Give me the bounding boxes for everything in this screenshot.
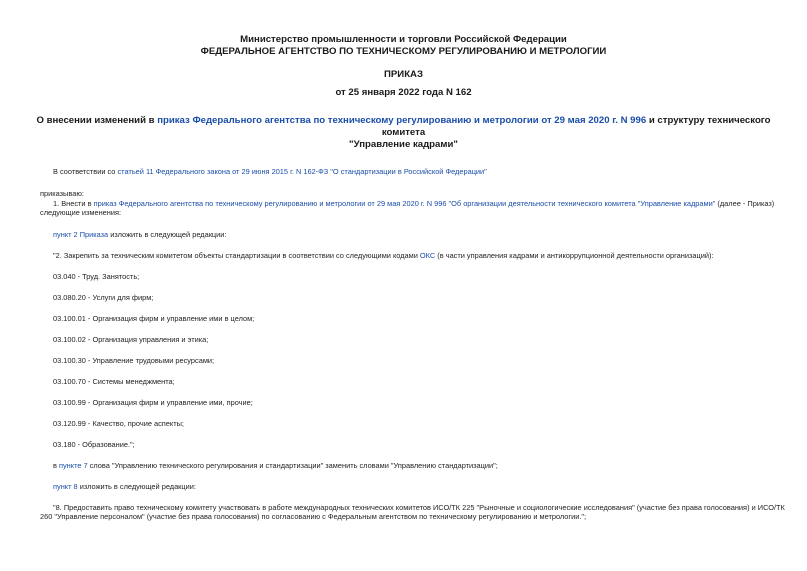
code-item: 03.180 - Образование."; bbox=[53, 440, 135, 449]
title-suffix: и структуру технического комитета bbox=[381, 115, 771, 138]
basis-prefix: В соответствии со bbox=[53, 167, 118, 176]
title-prefix: О внесении изменений в bbox=[36, 115, 158, 126]
paragraph-assign bbox=[53, 251, 713, 260]
code-item: 03.100.30 - Управление трудовыми ресурсами; bbox=[53, 356, 215, 365]
code-item: 03.100.70 - Системы менеджмента; bbox=[53, 377, 175, 386]
code-item: 03.100.01 - Организация фирм и управление ими в целом; bbox=[53, 314, 255, 323]
document-type: ПРИКАЗ bbox=[384, 69, 423, 80]
paragraph-order: приказываю: bbox=[40, 189, 84, 198]
paragraph-international-cont: 260 "Управление персоналом" (участие без права голосования) по согласованию с Федеральным агентством по техническому регулированию и метрологии."; bbox=[40, 512, 587, 521]
item1-prefix: 1. Внести в bbox=[53, 199, 94, 208]
assign-prefix: "2. Закрепить за техническим комитетом объекты стандартизации в соответствии со следующими кодами bbox=[53, 251, 420, 260]
document-title bbox=[30, 115, 777, 151]
title-order-link[interactable]: приказ Федерального агентства по техническому регулированию и метрологии от 29 мая 2020 г. N 996 bbox=[157, 115, 647, 126]
code-item: 03.080.20 - Услуги для фирм; bbox=[53, 293, 154, 302]
oks-link[interactable]: ОКС bbox=[419, 251, 436, 260]
paragraph-point-8 bbox=[53, 482, 196, 491]
order-996-link[interactable]: приказ Федерального агентства по техническому регулированию и метрологии от 29 мая 2020 г. N 996 "Об организации деятельности технического комитета "Управление кадрами" bbox=[93, 199, 716, 208]
code-item: 03.100.02 - Организация управления и этика; bbox=[53, 335, 209, 344]
code-item: 03.040 - Труд. Занятость; bbox=[53, 272, 140, 281]
paragraph-international: "8. Предоставить право техническому комитету участвовать в работе международных технических комитетов ИСО/ТК 225 "Рыночные и социологические исследования" (участие без права голосования) и ИСО/ТК bbox=[53, 503, 785, 512]
paragraph-item-2 bbox=[53, 230, 226, 239]
paragraph-item-1-cont: следующие изменения: bbox=[40, 208, 122, 217]
federal-law-link[interactable]: статьей 11 Федерального закона от 29 июня 2015 г. N 162-ФЗ "О стандартизации в Российской Федерации" bbox=[117, 167, 487, 176]
document-date-number: от 25 января 2022 года N 162 bbox=[335, 87, 472, 98]
paragraph-point-7 bbox=[53, 461, 498, 470]
point7-prefix: в bbox=[53, 461, 59, 470]
code-item: 03.100.99 - Организация фирм и управление ими, прочие; bbox=[53, 398, 253, 407]
assign-suffix: (в части управления кадрами и антикоррупционной деятельности организаций): bbox=[435, 251, 714, 260]
point7-suffix: слова "Управлению технического регулирования и стандартизации" заменить словами "Управлению стандартизации"; bbox=[87, 461, 498, 470]
point-8-link[interactable]: пункт 8 bbox=[53, 482, 78, 491]
paragraph-basis bbox=[53, 167, 487, 176]
title-line2: "Управление кадрами" bbox=[349, 139, 458, 150]
ministry-heading: Министерство промышленности и торговли Российской Федерации bbox=[240, 34, 567, 45]
agency-heading: ФЕДЕРАЛЬНОЕ АГЕНТСТВО ПО ТЕХНИЧЕСКОМУ РЕГУЛИРОВАНИЮ И МЕТРОЛОГИИ bbox=[200, 46, 607, 57]
paragraph-item-1 bbox=[53, 199, 774, 208]
order-point-2-link[interactable]: пункт 2 Приказа bbox=[53, 230, 109, 239]
point-7-link[interactable]: пункте 7 bbox=[58, 461, 88, 470]
code-item: 03.120.99 - Качество, прочие аспекты; bbox=[53, 419, 184, 428]
item2-suffix: изложить в следующей редакции: bbox=[108, 230, 227, 239]
item1-suffix: (далее - Приказ) bbox=[715, 199, 775, 208]
point8-suffix: изложить в следующей редакции: bbox=[77, 482, 196, 491]
